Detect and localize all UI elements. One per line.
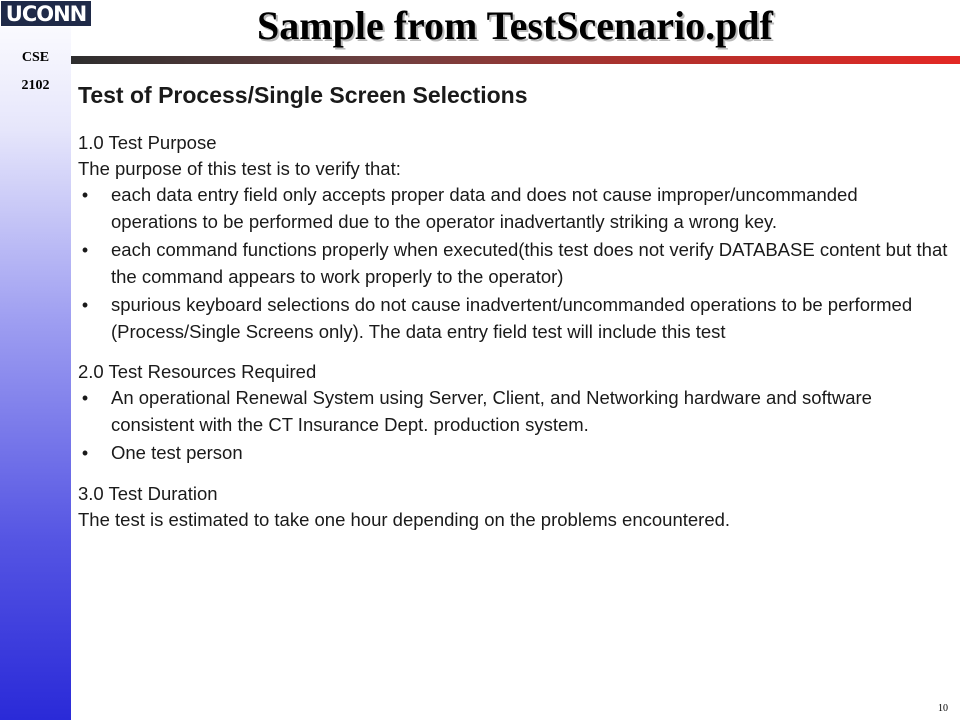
document-excerpt [78,80,948,547]
bullet-list [78,385,948,467]
section-test-purpose [78,130,948,345]
list-item-text: An operational Renewal System using Server, Client, and Networking hardware and software consistent with the CT Insurance Dept. production system. [111,387,872,435]
list-item-text: each data entry field only accepts proper data and does not cause improper/uncommanded operations to be performed due to the operator inadvertantly striking a wrong key. [111,184,858,232]
section-heading: 3.0 Test Duration [78,482,218,504]
section-test-resources [78,359,948,467]
section-heading: 1.0 Test Purpose [78,132,217,153]
course-label-line1: CSE [21,50,50,65]
list-item-text: spurious keyboard selections do not cause inadvertent/uncommanded operations to be performed (Process/Single Screens only). The data entry field test will include this test [111,294,913,342]
list-item [78,182,948,235]
bullet-icon: • [81,185,89,205]
course-label-line2: 2102 [21,78,50,93]
bullet-icon: • [81,443,89,463]
list-item [78,292,948,345]
section-heading: 2.0 Test Resources Required [78,361,317,382]
page-number: 10 [938,703,948,714]
left-sidebar-band [0,0,71,720]
uconn-logo: UCONN [0,0,92,27]
list-item [78,237,948,290]
document-heading: Test of Process/Single Screen Selections [78,82,528,108]
bullet-list [78,182,948,345]
bullet-icon: • [81,240,89,260]
bullet-icon: • [81,295,89,315]
list-item [78,440,948,467]
list-item-text: One test person [111,442,243,463]
section-test-duration [78,481,948,533]
list-item [78,385,948,438]
title-divider [71,56,960,64]
section-body: The test is estimated to take one hour depending on the problems encountered. [78,508,731,530]
bullet-icon: • [81,388,89,408]
section-intro: The purpose of this test is to verify that: [78,158,401,179]
slide-title: Sample from TestScenario.pdf [257,3,773,48]
list-item-text: each command functions properly when executed(this test does not verify DATABASE content but that the command appears to work properly to the operator) [111,239,948,287]
